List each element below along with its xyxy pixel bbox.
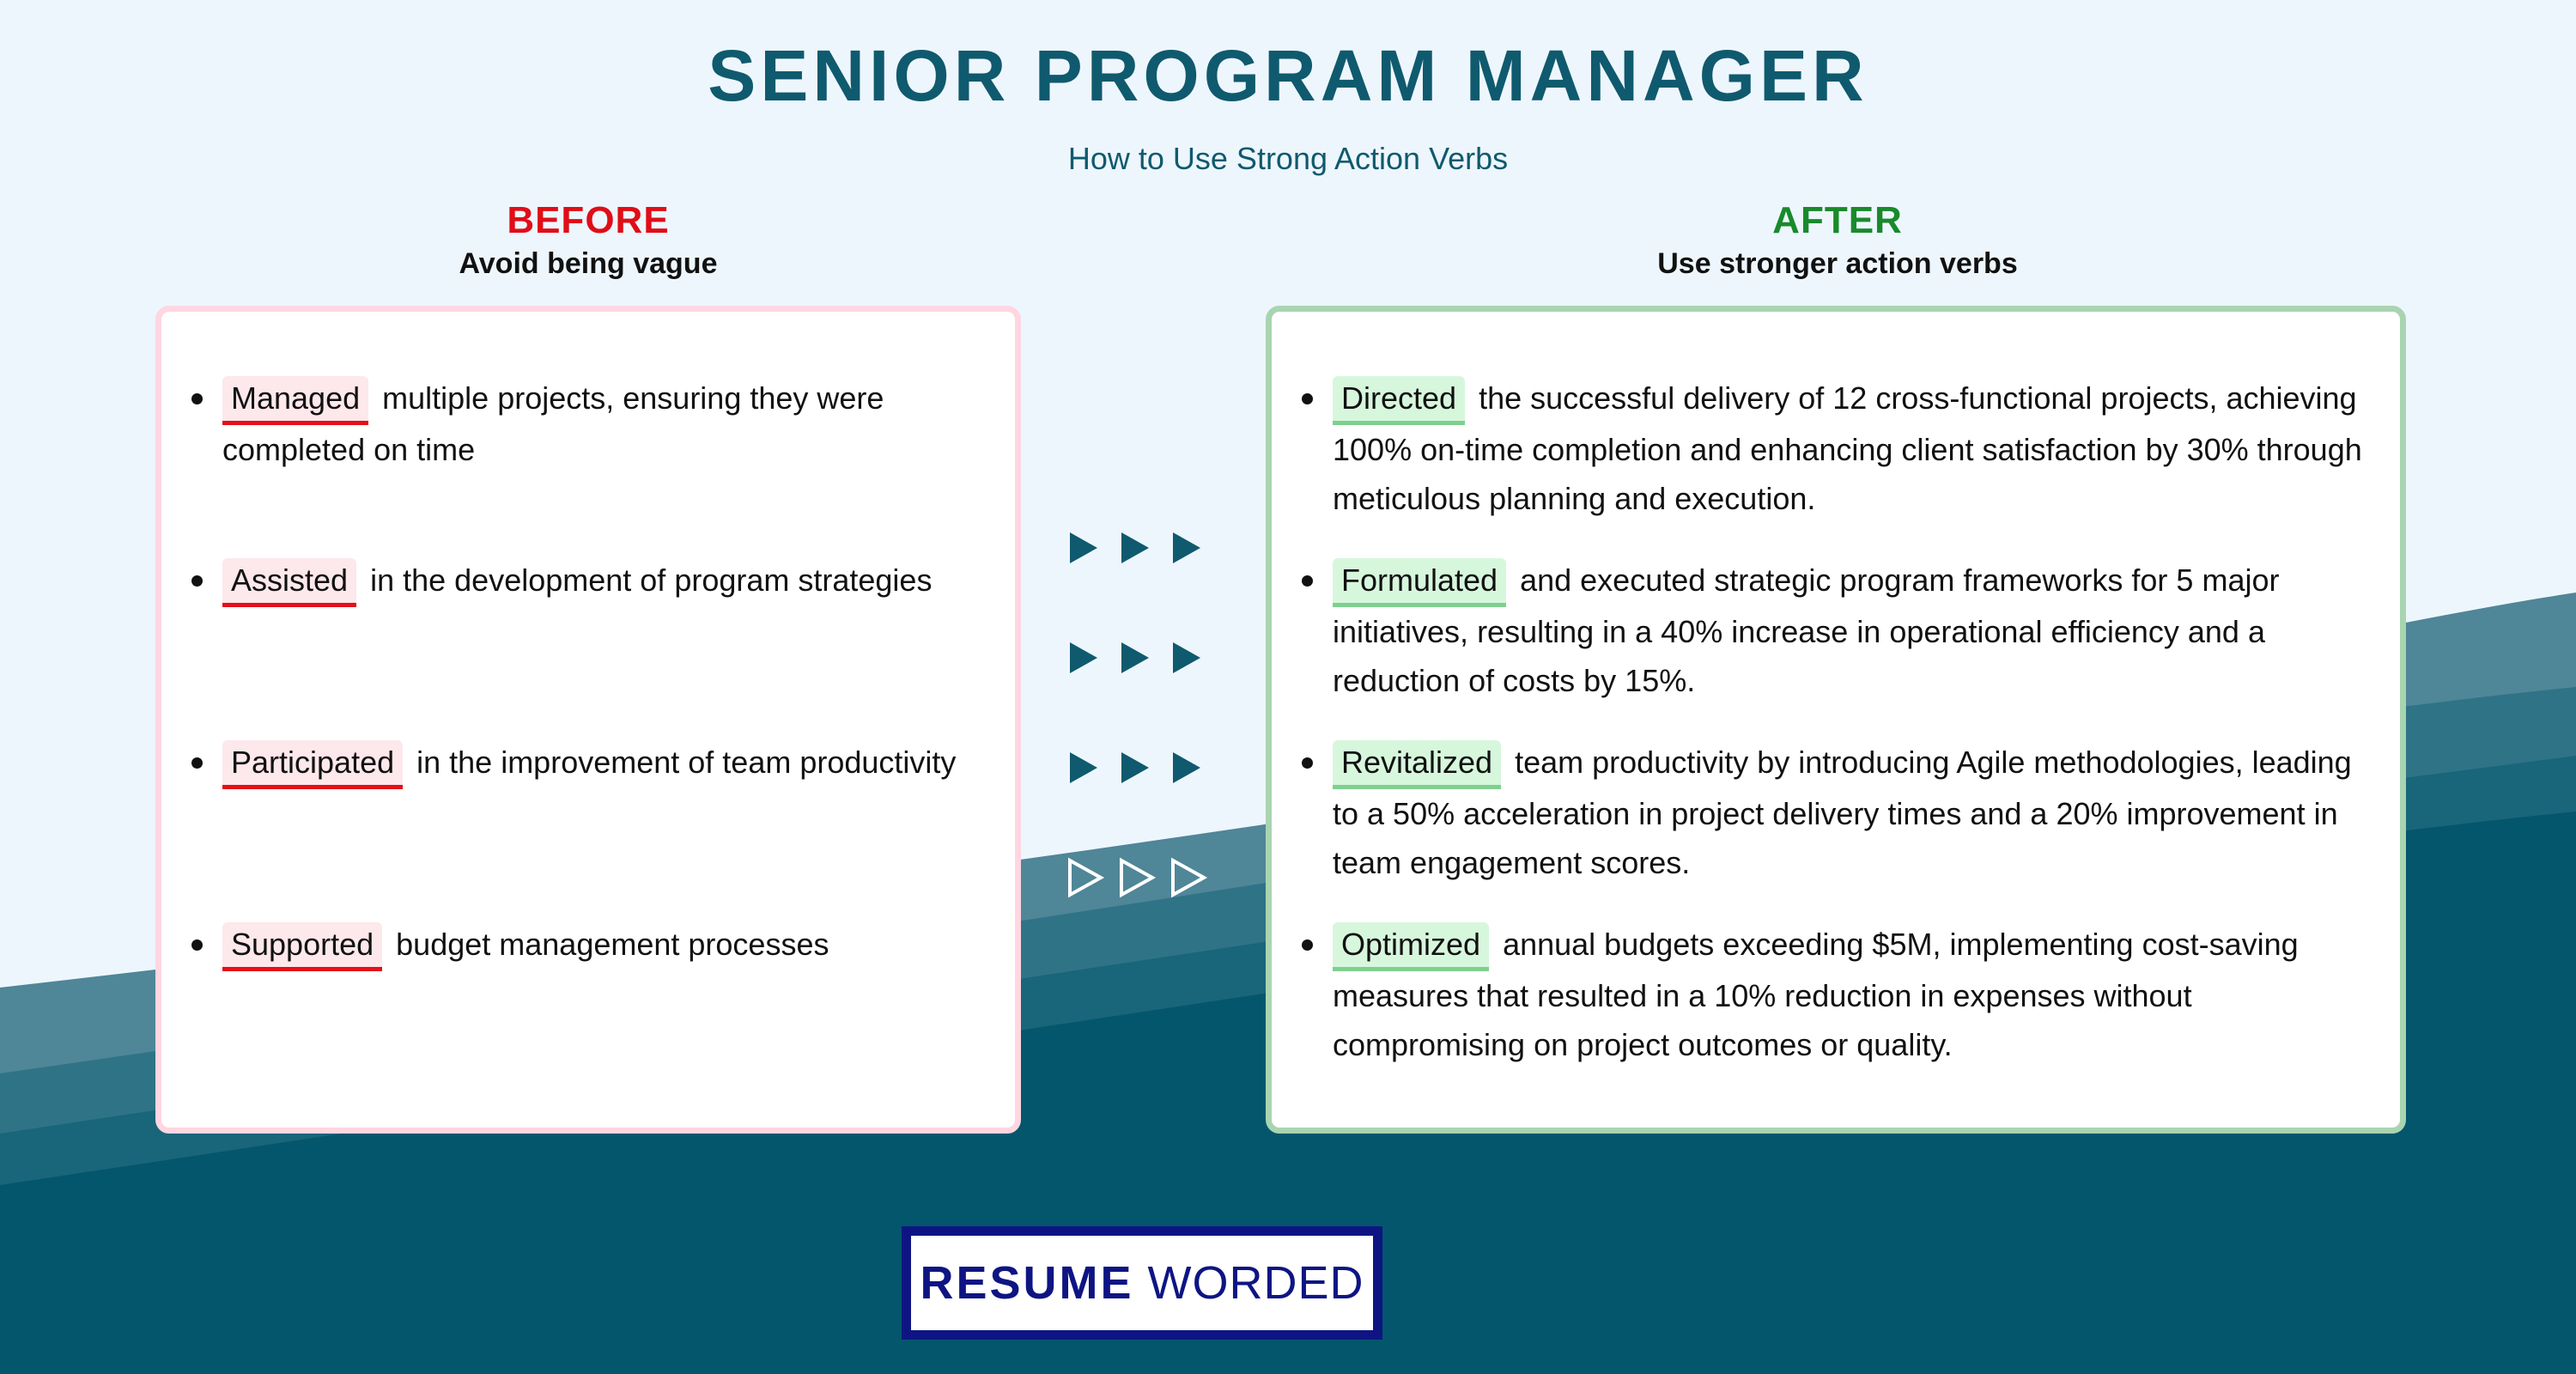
bullet-dot-icon — [1302, 575, 1313, 587]
play-triangle-outline-icon — [1121, 860, 1152, 895]
play-triangle-icon — [1070, 532, 1097, 563]
after-header — [1271, 199, 2404, 281]
bullet-dot-icon — [191, 757, 203, 769]
before-sub: Avoid being vague — [459, 247, 718, 280]
after-item-text: annual budgets exceeding $5M, implementing cost-saving measures that resulted in a 10% reduction in expenses without compromising on project outcomes or quality. — [1333, 927, 2299, 1062]
after-item — [1302, 556, 2375, 705]
play-triangle-outline-icon — [1173, 860, 1204, 895]
bullet-dot-icon — [191, 575, 203, 587]
play-triangle-icon — [1173, 752, 1200, 783]
weak-verb: Participated — [222, 740, 403, 789]
weak-verb: Assisted — [222, 558, 356, 607]
bullet-dot-icon — [1302, 939, 1313, 951]
bullet-dot-icon — [1302, 757, 1313, 769]
arrows-row — [1063, 742, 1209, 793]
bullet-dot-icon — [191, 393, 203, 404]
after-item — [1302, 738, 2375, 887]
play-triangle-icon — [1121, 752, 1149, 783]
arrows-row — [1063, 632, 1209, 684]
play-triangle-icon — [1070, 642, 1097, 673]
strong-verb: Formulated — [1333, 558, 1506, 607]
bullet-dot-icon — [191, 939, 203, 951]
before-item — [191, 920, 990, 971]
play-triangle-icon — [1121, 642, 1149, 673]
before-item — [191, 374, 990, 474]
before-item — [191, 738, 990, 789]
logo-word-resume: RESUME — [920, 1257, 1134, 1309]
bullet-dot-icon — [1302, 393, 1313, 404]
before-item-text: in the development of program strategies — [370, 562, 933, 598]
play-triangle-icon — [1173, 532, 1200, 563]
logo-word-worded: WORDED — [1147, 1257, 1364, 1309]
weak-verb: Supported — [222, 922, 382, 971]
logo-inner — [908, 1233, 1376, 1333]
before-label: BEFORE — [507, 199, 670, 241]
resume-worded-logo — [902, 1226, 1382, 1340]
strong-verb: Directed — [1333, 376, 1465, 425]
play-triangle-icon — [1121, 532, 1149, 563]
before-card — [155, 306, 1021, 1134]
play-triangle-icon — [1173, 642, 1200, 673]
strong-verb: Optimized — [1333, 922, 1489, 971]
before-header — [159, 199, 1018, 281]
after-item-text: the successful delivery of 12 cross-functional projects, achieving 100% on-time completion and enhancing client satisfaction by 30% through meticulous planning and execution. — [1333, 380, 2362, 516]
after-card — [1266, 306, 2406, 1134]
weak-verb: Managed — [222, 376, 368, 425]
after-item-text: and executed strategic program frameworks for 5 major initiatives, resulting in a 40% increase in operational efficiency and a reduction of costs by 15%. — [1333, 562, 2280, 698]
before-item-text: budget management processes — [396, 927, 829, 962]
play-triangle-outline-icon — [1070, 860, 1101, 895]
after-item — [1302, 920, 2375, 1069]
arrows-row — [1063, 852, 1209, 903]
before-item — [191, 556, 990, 607]
page-title: SENIOR PROGRAM MANAGER — [708, 35, 1868, 116]
after-item-text: team productivity by introducing Agile methodologies, leading to a 50% acceleration in project delivery times and a 20% improvement in team engagement scores. — [1333, 745, 2352, 880]
strong-verb: Revitalized — [1333, 740, 1501, 789]
after-label: AFTER — [1772, 199, 1903, 241]
after-item — [1302, 374, 2375, 523]
play-triangle-icon — [1070, 752, 1097, 783]
after-sub: Use stronger action verbs — [1657, 247, 2018, 280]
before-item-text: multiple projects, ensuring they were completed on time — [222, 380, 884, 467]
before-item-text: in the improvement of team productivity — [416, 745, 957, 780]
arrows-row — [1063, 522, 1209, 574]
page-subtitle: How to Use Strong Action Verbs — [1067, 141, 1509, 176]
